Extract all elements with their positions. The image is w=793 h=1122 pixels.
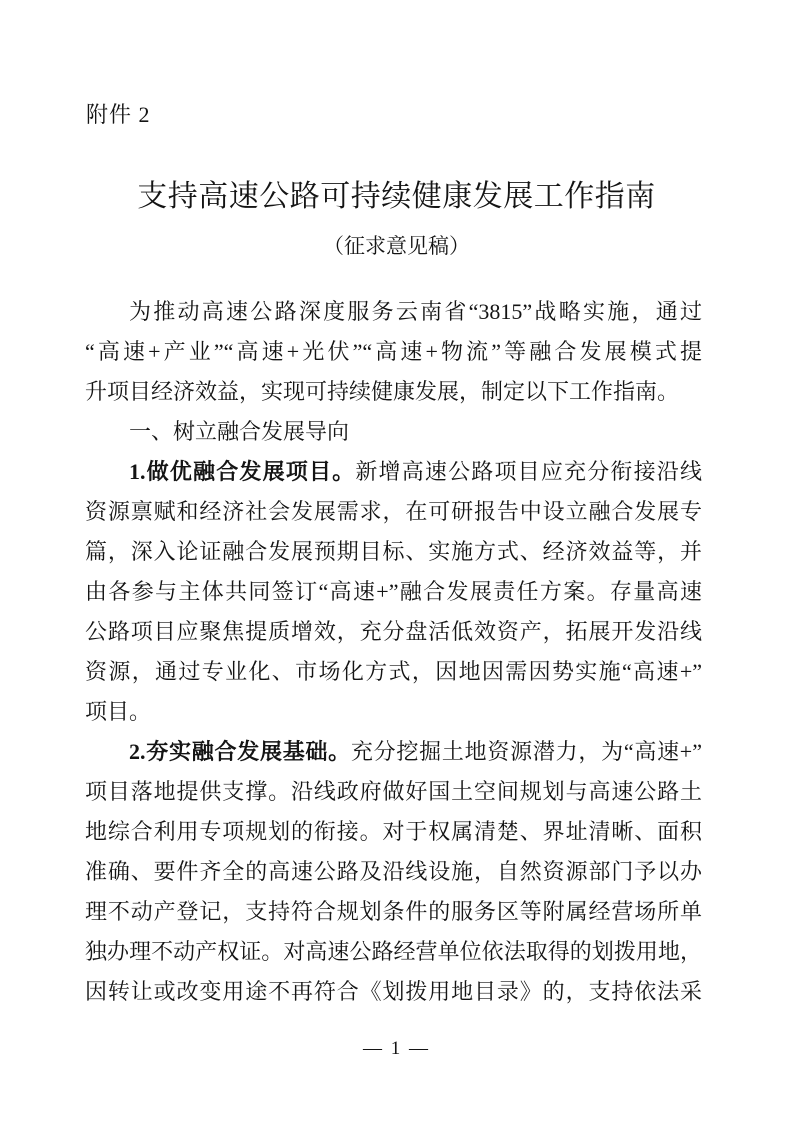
text-run: 项目。 (85, 699, 152, 724)
text-run: 因转让或改变用途不再符合《划拨用地目录》的，支持依法采 (85, 979, 702, 1004)
paragraph-line (85, 372, 702, 412)
text-run: 地综合利用专项规划的衔接。对于权属清楚、界址清晰、面积 (85, 819, 702, 844)
paragraph-line (85, 492, 702, 532)
paragraph-line (85, 732, 702, 772)
paragraph-line (85, 332, 702, 372)
text-run: 理不动产登记，支持符合规划条件的服务区等附属经营场所单 (85, 899, 702, 924)
text-run: 升项目经济效益，实现可持续健康发展，制定以下工作指南。 (85, 379, 680, 404)
paragraph-line (85, 932, 702, 972)
page-number: — 1 — (363, 1038, 430, 1059)
document-subtitle: （征求意见稿） (323, 234, 470, 258)
paragraph-line (85, 572, 702, 612)
text-run: 充分挖掘土地资源潜力，为“高速+” (350, 739, 702, 764)
paragraph-line (85, 292, 702, 332)
text-run: 由各参与主体共同签订“高速+”融合发展责任方案。存量高速 (85, 579, 702, 604)
attachment-label: 附件 2 (86, 102, 151, 127)
section-heading-line (85, 412, 702, 452)
document-body (85, 292, 702, 1012)
paragraph-line (85, 612, 702, 652)
paragraph-line (85, 652, 702, 692)
paragraph-line (85, 452, 702, 492)
text-run: 篇，深入论证融合发展预期目标、实施方式、经济效益等，并 (85, 539, 702, 564)
text-run: 公路项目应聚焦提质增效，充分盘活低效资产，拓展开发沿线 (85, 619, 702, 644)
paragraph-line (85, 692, 702, 732)
text-run: “高速+产业”“高速+光伏”“高速+物流”等融合发展模式提 (85, 339, 702, 364)
text-run: 准确、要件齐全的高速公路及沿线设施，自然资源部门予以办 (85, 859, 702, 884)
text-run: 资源禀赋和经济社会发展需求，在可研报告中设立融合发展专 (85, 499, 702, 524)
document-title: 支持高速公路可持续健康发展工作指南 (137, 180, 656, 213)
paragraph-line (85, 532, 702, 572)
text-run: 一、树立融合发展导向 (129, 419, 350, 444)
paragraph-line (85, 772, 702, 812)
paragraph-line (85, 812, 702, 852)
bold-run: 1.做优融合发展项目。 (129, 459, 356, 484)
text-run: 新增高速公路项目应充分衔接沿线 (355, 459, 702, 484)
paragraph-line (85, 852, 702, 892)
text-run: 为推动高速公路深度服务云南省“3815”战略实施，通过 (129, 299, 702, 324)
paragraph-line (85, 972, 702, 1012)
bold-run: 2.夯实融合发展基础。 (129, 739, 351, 764)
text-run: 项目落地提供支撑。沿线政府做好国土空间规划与高速公路土 (85, 779, 702, 804)
text-run: 独办理不动产权证。对高速公路经营单位依法取得的划拨用地， (85, 939, 702, 964)
paragraph-line (85, 892, 702, 932)
text-run: 资源，通过专业化、市场化方式，因地因需因势实施“高速+” (85, 659, 702, 684)
